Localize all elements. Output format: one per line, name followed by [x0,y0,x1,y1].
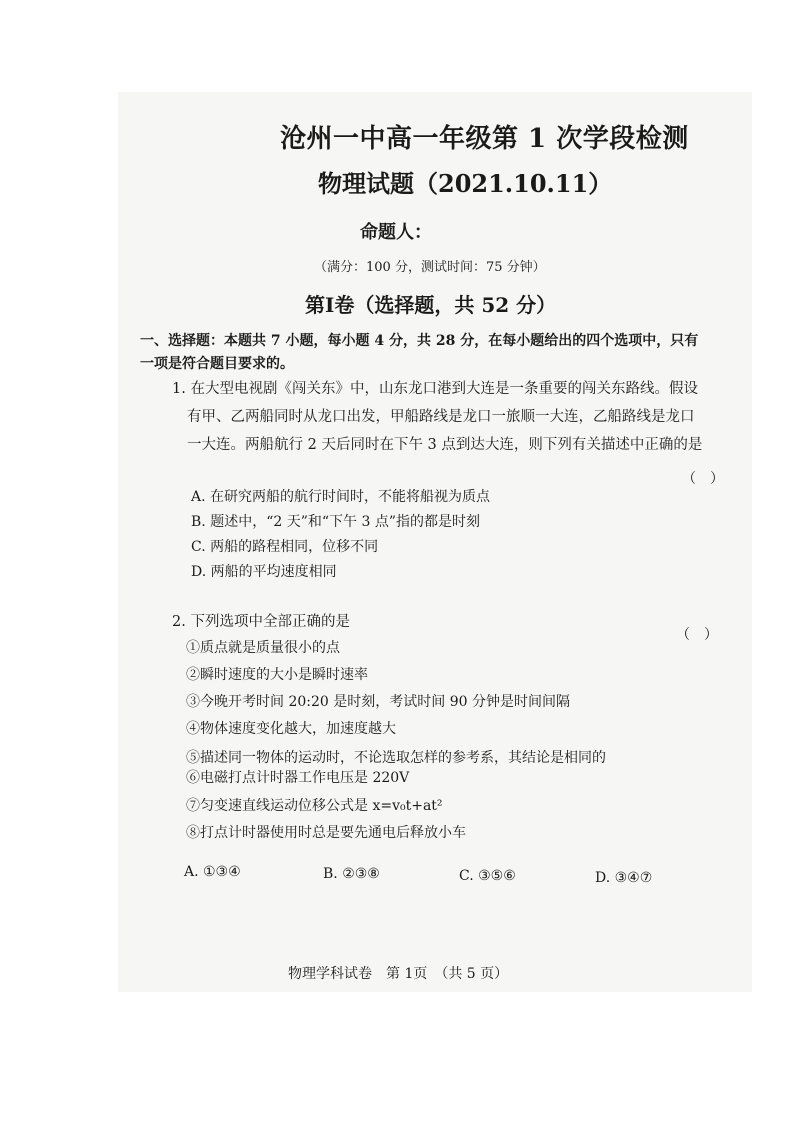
exam-meta: （满分：100 分，测试时间：75 分钟） [314,260,546,275]
setter-label: 命题人： [360,222,432,243]
q2-item-8: ⑧打点计时器使用时总是要先通电后释放小车 [186,825,466,841]
q2-option-b: B. ②③⑧ [323,866,380,882]
q1-answer-blank: （ ） [682,471,724,487]
q1-stem-line3: 一大连。两船航行 2 天后同时在下午 3 点到达大连，则下列有关描述中正确的是 [187,437,703,453]
page-footer: 物理学科试卷 第 1页 （共 5 页） [288,966,509,982]
q2-item-1: ①质点就是质量很小的点 [186,640,340,656]
part-title: 第Ⅰ卷（选择题，共 52 分） [305,293,557,317]
q2-item-2: ②瞬时速度的大小是瞬时速率 [186,667,368,683]
q1-option-c: C. 两船的路程相同，位移不同 [191,539,379,555]
q2-item-4: ④物体速度变化越大，加速度越大 [186,721,396,737]
q2-answer-blank: （ ） [676,627,718,643]
q2-item-3: ③今晚开考时间 20:20 是时刻，考试时间 90 分钟是时间间隔 [186,694,570,710]
q1-stem-line1: 1. 在大型电视剧《闯关东》中，山东龙口港到大连是一条重要的闯关东路线。假设 [172,381,698,397]
q2-option-c: C. ③⑤⑥ [459,868,516,884]
q1-stem-line2: 有甲、乙两船同时从龙口出发，甲船路线是龙口一旅顺一大连，乙船路线是龙口 [187,409,695,425]
section-instruction-line2: 一项是符合题目要求的。 [140,356,294,372]
q2-item-5: ⑤描述同一物体的运动时，不论选取怎样的参考系，其结论是相同的 [186,750,606,766]
q2-stem: 2. 下列选项中全部正确的是 [172,614,350,630]
exam-title: 沧州一中高一年级第 1 次学段检测 [280,124,689,154]
q2-item-7: ⑦匀变速直线运动位移公式是 x=v₀t+at² [186,798,443,814]
exam-subtitle: 物理试题（2021.10.11） [318,169,613,198]
q2-option-d: D. ③④⑦ [595,870,653,886]
q2-option-a: A. ①③④ [184,864,241,880]
q2-item-6: ⑥电磁打点计时器工作电压是 220V [186,770,410,786]
q1-option-a: A. 在研究两船的航行时间时，不能将船视为质点 [191,489,491,505]
q1-option-b: B. 题述中，“2 天”和“下午 3 点”指的都是时刻 [191,514,480,530]
q1-option-d: D. 两船的平均速度相同 [191,564,337,580]
section-instruction-line1: 一、选择题：本题共 7 小题，每小题 4 分，共 28 分，在每小题给出的四个选项中，只有 [140,333,699,349]
